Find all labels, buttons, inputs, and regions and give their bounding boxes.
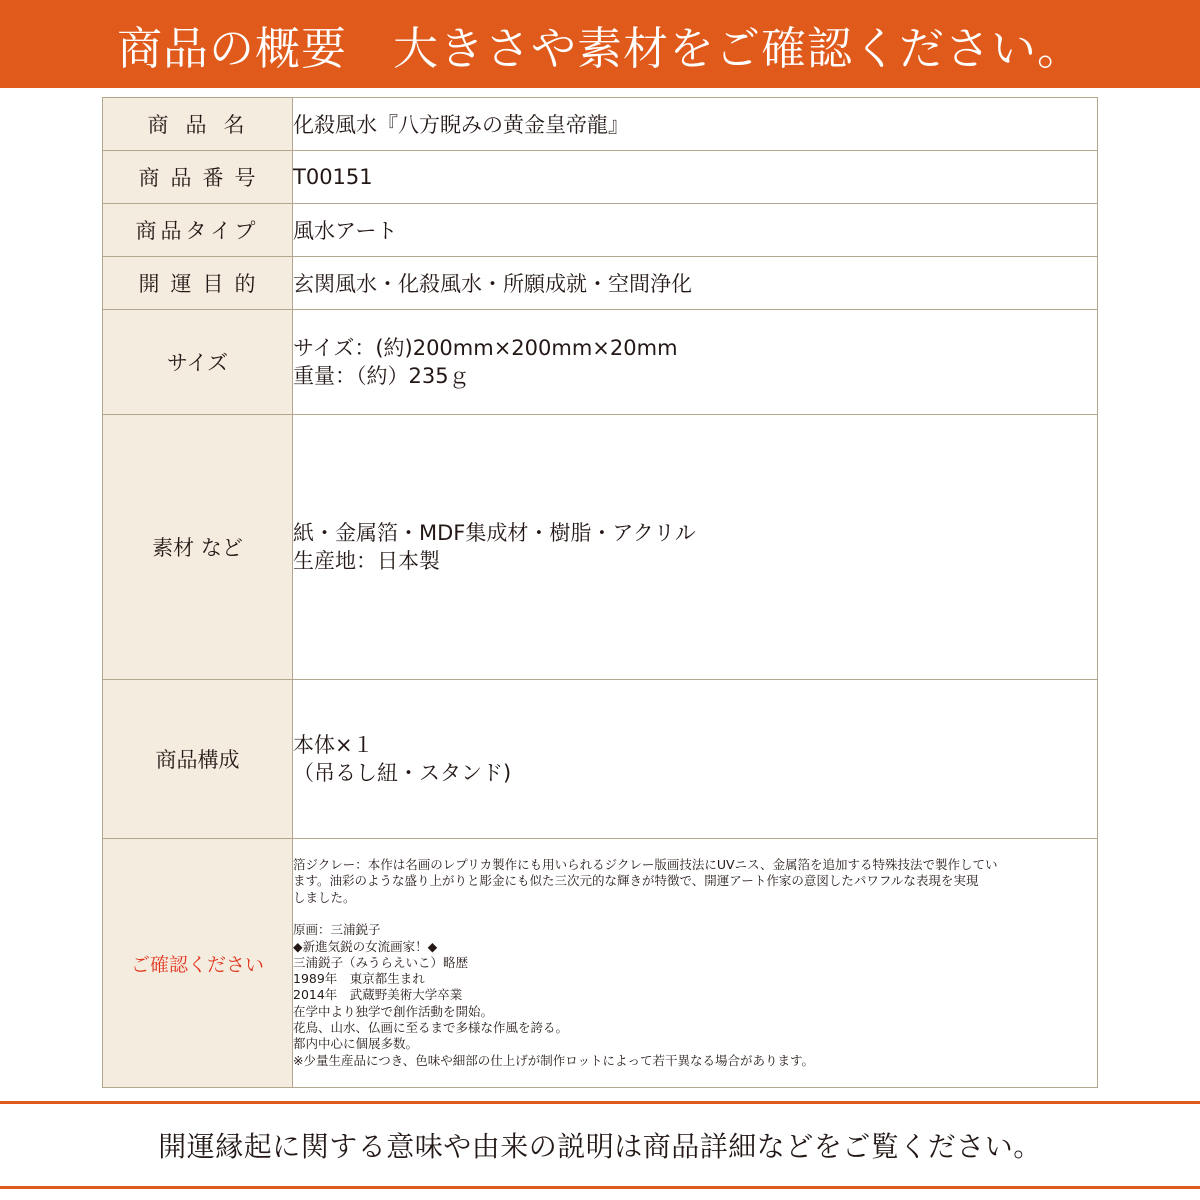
- spec-row-material: [103, 415, 1098, 680]
- contents-label: 商品構成: [103, 680, 293, 839]
- product-spec-table: [102, 97, 1098, 1088]
- footer-divider-bottom: [0, 1186, 1200, 1189]
- notes-value: [293, 839, 1098, 1088]
- size-label: サイズ: [103, 310, 293, 415]
- spec-row-number: [103, 151, 1098, 204]
- spec-row-type: [103, 204, 1098, 257]
- size-dimensions: サイズ：(約)200mm×200mm×20mm: [293, 336, 678, 360]
- note-line: 箔ジクレー：本作は名画のレプリカ製作にも用いられるジクレー版画技法にUVニス、金属箔を追加する特殊技法で製作してい: [293, 857, 998, 873]
- material-list: 紙・金属箔・MDF集成材・樹脂・アクリル: [293, 521, 696, 545]
- size-value: [293, 310, 1098, 415]
- note-line: 1989年 東京都生まれ: [293, 971, 425, 987]
- spec-row-contents: [103, 680, 1098, 839]
- note-line: 三浦鋭子（みうらえいこ）略歴: [293, 954, 469, 970]
- product-number-value: T00151: [293, 151, 1098, 204]
- material-label: 素材 など: [103, 415, 293, 680]
- footer-text: 開運縁起に関する意味や由来の説明は商品詳細などをご覧ください。: [158, 1130, 1042, 1163]
- product-type-label: 商品タイプ: [103, 204, 293, 257]
- size-weight: 重量：（約）235ｇ: [293, 364, 470, 388]
- note-line: 原画：三浦鋭子: [293, 922, 381, 938]
- note-line: 在学中より独学で創作活動を開始。: [293, 1003, 494, 1019]
- spec-row-size: [103, 310, 1098, 415]
- contents-main: 本体×１: [293, 733, 374, 757]
- note-line: 花鳥、山水、仏画に至るまで多様な作風を誇る。: [293, 1020, 569, 1036]
- page-footer: [0, 1104, 1200, 1186]
- product-type-value: 風水アート: [293, 204, 1098, 257]
- page-header: [0, 0, 1200, 88]
- spec-row-notes: [103, 839, 1098, 1088]
- note-spacer: [293, 906, 1097, 922]
- product-name-label: 商品名: [103, 98, 293, 151]
- notes-label: ご確認ください: [103, 839, 293, 1088]
- note-line: ◆新進気鋭の女流画家！◆: [293, 938, 438, 954]
- contents-accessories: （吊るし紐・スタンド): [293, 761, 512, 785]
- production-origin: 生産地：日本製: [293, 549, 440, 573]
- note-line: しました。: [293, 889, 356, 905]
- purpose-value: 玄関風水・化殺風水・所願成就・空間浄化: [293, 257, 1098, 310]
- note-line: 2014年 武蔵野美術大学卒業: [293, 987, 463, 1003]
- material-value: [293, 415, 1098, 680]
- spec-row-name: [103, 98, 1098, 151]
- note-line: ※少量生産品につき、色味や細部の仕上げが制作ロットによって若干異なる場合があります。: [293, 1052, 814, 1068]
- contents-value: [293, 680, 1098, 839]
- note-line: ます。油彩のような盛り上がりと彫金にも似た三次元的な輝きが特徴で、開運アート作家の意図したパワフルな表現を実現: [293, 873, 979, 889]
- spec-row-purpose: [103, 257, 1098, 310]
- header-title: 商品の概要 大きさや素材をご確認ください。: [116, 21, 1083, 75]
- note-line: 都内中心に個展多数。: [293, 1036, 419, 1052]
- purpose-label: 開運目的: [103, 257, 293, 310]
- product-number-label: 商品番号: [103, 151, 293, 204]
- product-name-value: 化殺風水『八方睨みの黄金皇帝龍』: [293, 98, 1098, 151]
